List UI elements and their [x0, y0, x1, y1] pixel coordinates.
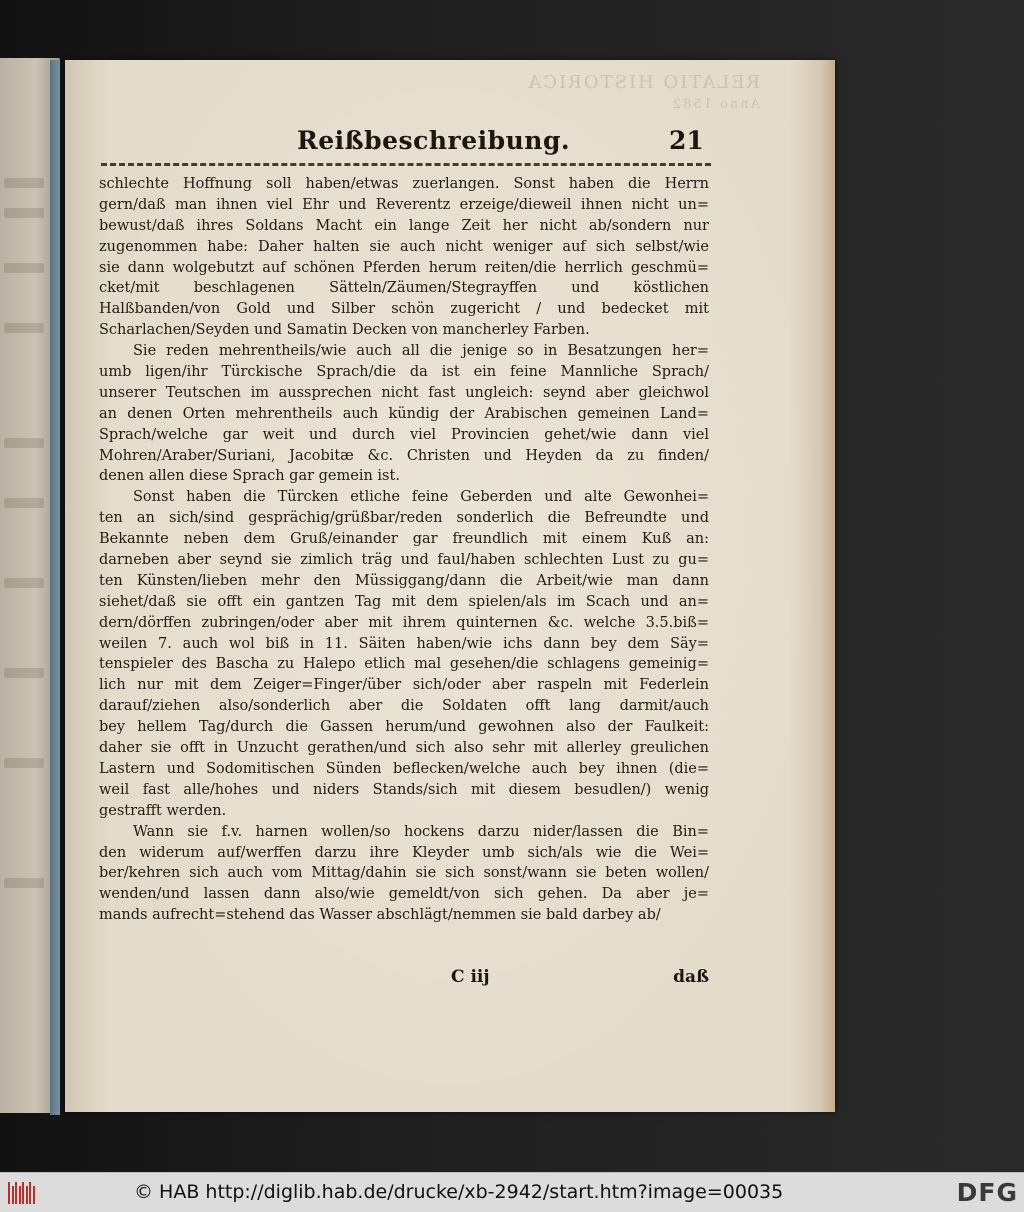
body-text [99, 174, 709, 926]
bleed-mark [4, 668, 44, 678]
text-line: zugenommen habe: Daher halten sie auch nicht weniger auf sich selbst/wie [99, 238, 709, 255]
text-line: darneben aber seynd sie zimlich träg und faul/haben schlechten Lust zu gu= [99, 552, 709, 569]
text-line: ber/kehren sich auch vom Mittag/dahin sie sich sonst/wann sie beten wollen/ [99, 865, 709, 882]
show-through-title: RELATIO HISTORICA [526, 72, 760, 93]
text-line: tenspieler des Bascha zu Halepo etlich mal gesehen/die schlagens gemeinig= [99, 656, 709, 673]
bleed-mark [4, 208, 44, 218]
show-through-text [160, 72, 760, 112]
bleed-mark [4, 878, 44, 888]
text-line: den widerum auf/werffen darzu ihre Kleyder umb sich/als wie die Wei= [99, 844, 709, 861]
running-head: Reißbeschreibung. [297, 126, 571, 155]
bleed-mark [4, 263, 44, 273]
catchword: daß [673, 967, 709, 987]
text-line: sie dann wolgebutzt auf schönen Pferden herum reiten/die herrlich geschmü= [99, 259, 709, 276]
text-line: weil fast alle/hohes und niders Stands/sich mit diesem besudlen/) wenig [99, 781, 709, 798]
text-line: unserer Teutschen im aussprechen nicht fast ungleich: seynd aber gleichwol [99, 384, 709, 401]
text-line: lich nur mit dem Zeiger=Finger/über sich/oder aber raspeln mit Federlein [99, 677, 709, 694]
text-line: ten an sich/sind gesprächig/grüßbar/reden sonderlich die Befreundte und [99, 510, 709, 527]
text-line: an denen Orten mehrentheils auch kündig der Arabischen gemeinen Land= [99, 405, 709, 422]
text-line: bey hellem Tag/durch die Gassen herum/und gewohnen also der Faulkeit: [99, 719, 709, 736]
bleed-mark [4, 498, 44, 508]
text-line: schlechte Hoffnung soll haben/etwas zuerlangen. Sonst haben die Herrn [99, 176, 709, 192]
hab-logo-icon[interactable] [6, 1179, 36, 1207]
hab-logo-stripe [12, 1186, 14, 1204]
text-line: Scharlachen/Seyden und Samatin Decken von mancherley Farben. [99, 322, 590, 339]
text-line: gestrafft werden. [99, 802, 227, 819]
text-line: Bekannte neben dem Gruß/einander gar freundlich mit einem Kuß an: [99, 531, 709, 548]
text-line: cket/mit beschlagenen Sätteln/Zäumen/Stegrayffen und köstlichen [99, 280, 709, 297]
bleed-mark [4, 438, 44, 448]
bleed-mark [4, 758, 44, 768]
text-line: gern/daß man ihnen viel Ehr und Reverentz erzeige/dieweil ihnen nicht un= [99, 196, 709, 213]
book-page [65, 60, 835, 1112]
text-line: Wann sie f.v. harnen wollen/so hockens darzu nider/lassen die Bin= [133, 823, 709, 840]
text-line: mands aufrecht=stehend das Wasser abschlägt/nemmen sie bald darbey ab/ [99, 907, 661, 924]
text-line: daher sie offt in Unzucht gerathen/und sich also sehr mit allerley greulichen [99, 740, 709, 757]
source-credit: © HAB http://diglib.hab.de/drucke/xb-2942/start.htm?image=00035 [134, 1181, 784, 1203]
text-line: ten Künsten/lieben mehr den Müssiggang/dann die Arbeit/wie man dann [99, 572, 709, 589]
text-line: denen allen diese Sprach gar gemein ist. [99, 468, 400, 485]
text-line: umb ligen/ihr Türckische Sprach/die da ist ein feine Mannliche Sprach/ [99, 364, 709, 381]
bleed-mark [4, 578, 44, 588]
text-line: wenden/und lassen dann also/wie gemeldt/von sich gehen. Da aber je= [99, 886, 709, 903]
hab-logo-stripe [19, 1186, 21, 1204]
dfg-logo[interactable]: DFG [956, 1178, 1018, 1207]
bleed-mark [4, 178, 44, 188]
hab-logo-stripe [33, 1186, 35, 1204]
text-line: Sonst haben die Türcken etliche feine Geberden und alte Gewonhei= [133, 489, 709, 506]
hab-logo-stripe [26, 1186, 28, 1204]
book-edge-tab [50, 60, 60, 1115]
text-line: dern/dörffen zubringen/oder aber mit ihrem quinternen &c. welche 3.5.biß= [99, 614, 709, 631]
text-line: Mohren/Araber/Suriani, Jacobitæ &c. Christen und Heyden da zu finden/ [99, 447, 709, 464]
text-line: Sie reden mehrentheils/wie auch all die jenige so in Besatzungen her= [133, 343, 709, 360]
page-footer-marks [99, 967, 709, 991]
text-line: darauf/ziehen also/sonderlich aber die Soldaten offt lang darmit/auch [99, 698, 709, 715]
signature-mark: C iij [451, 967, 490, 987]
page-number: 21 [669, 126, 704, 155]
viewer-footer [0, 1172, 1024, 1212]
hab-logo-stripe [8, 1182, 10, 1204]
hab-logo-stripe [15, 1182, 17, 1204]
header-rule [101, 163, 711, 166]
show-through-sub: Anno 1582 [670, 97, 760, 112]
text-line: Halßbanden/von Gold und Silber schön zugericht / und bedecket mit [99, 301, 709, 318]
bleed-mark [4, 323, 44, 333]
text-line: bewust/daß ihres Soldans Macht ein lange Zeit her nicht ab/sondern nur [99, 217, 709, 234]
text-line: siehet/daß sie offt ein gantzen Tag mit dem spielen/als im Scach und an= [99, 593, 709, 610]
text-line: Lastern und Sodomitischen Sünden beflecken/welche auch bey ihnen (die= [99, 760, 709, 777]
text-line: Sprach/welche gar weit und durch viel Provincien gehet/wie dann viel [99, 426, 709, 443]
text-line: weilen 7. auch wol biß in 11. Säiten haben/wie ichs dann bey dem Säy= [99, 635, 709, 652]
hab-logo-stripe [29, 1182, 31, 1204]
hab-logo-stripe [22, 1182, 24, 1204]
